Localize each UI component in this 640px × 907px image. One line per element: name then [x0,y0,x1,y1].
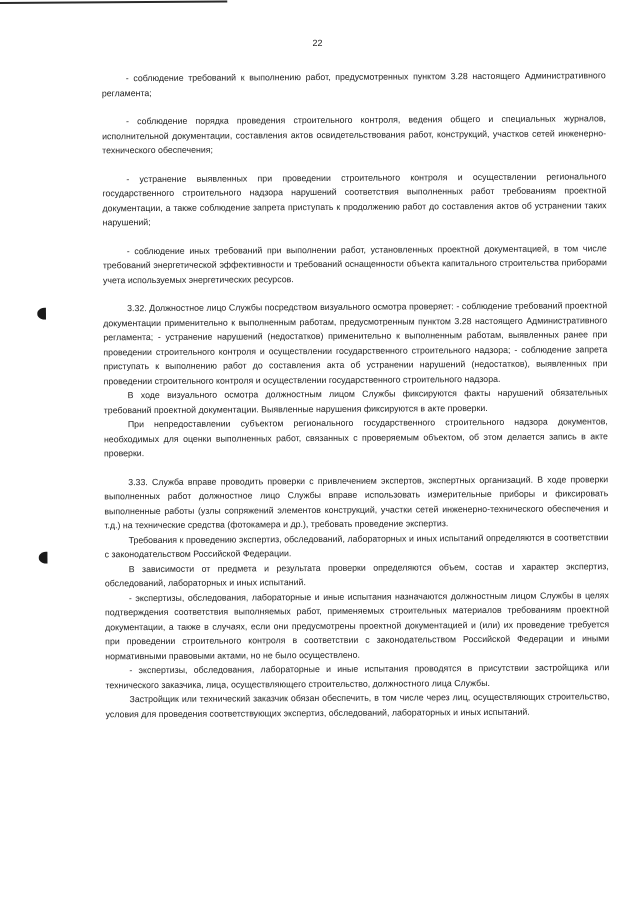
paragraph: - устранение выявленных при проведении строительного контроля и осуществлении регионального государственного строительного надзора нарушений соответствия выполненных работ требованиям проектной документации, а также соблюдение запрета приступать к продолжению работ до составления актов об устранении таких нарушений; [102,170,607,228]
paragraph: - экспертизы, обследования, лабораторные и иные испытания проводятся в присутствии застройщика или технического заказчика, лица, осуществляющего строительство, должностного лица Службы. [105,662,610,690]
paragraph: - соблюдение требований к выполнению работ, предусмотренных пунктом 3.28 настоящего Административного регламента; [101,70,606,98]
punch-hole-icon [37,308,53,320]
paragraph: 3.33. Служба вправе проводить проверки с привлечением экспертов, экспертных организаций. В ходе проверки выполненных работ должностное лицо Службы вправе использовать измерительные приборы и фиксировать выполненные работы (узлы сопряжений элементов конструкций, участки сетей инженерно-технического обеспечения и т.д.) на технические средства (фотокамера и др.), требовать проведение экспертиз. [104,473,609,531]
paragraph: 3.32. Должностное лицо Службы посредством визуального осмотра проверяет: - соблюдение требований проектной документации применительно к выполненным работам, предусмотренным пунктом 3.28 настоящего Административного регламента; - устранение нарушений (недостатков) применительно к выполненным работам, выявленных ранее при проведении строительного контроля и осуществлении государственного строительного надзора; - соблюдение запрета приступать к выполнению работ до составления акта об устранении нарушений (недостатков), выявленных при проведении строительного контроля и осуществлении государственного строительного надзора. [103,300,608,386]
paragraph: - соблюдение иных требований при выполнении работ, установленных проектной документацией, в том числе требований энергетической эффективности и требований оснащенности объекта капитального строительства приборами учета используемых энергетических ресурсов. [102,242,607,285]
paragraph: Требования к проведению экспертиз, обследований, лабораторных и иных испытаний определяются в соответствии с законодательством Российской Федерации. [104,531,609,560]
paragraph: - соблюдение порядка проведения строительного контроля, ведения общего и специальных журналов, исполнительной документации, составления актов освидетельствования работ, конструкций, участков сетей инженерно-технического обеспечения; [102,113,607,156]
paragraph: Застройщик или технический заказчик обязан обеспечить, в том числе через лиц, осуществляющих строительство, условия для проведения соответствующих экспертиз, обследований, лабораторных и иных испытаний. [105,691,610,719]
paragraph: - экспертизы, обследования, лабораторные и иные испытания назначаются должностным лицом Службы в целях подтверждения соответствия выполняемых работ, применяемых строительных материалов требованиям проектной документации, а также в случаях, если они предусмотрены проектной документацией и (или) их проведение требуется при проведении строительного контроля в соответствии с законодательством Российской Федерации и иными нормативными правовыми актами, но не было осуществлено. [104,589,610,661]
document-body [102,68,610,721]
page-number: 22 [312,37,323,49]
scan-edge-line [0,1,227,4]
punch-hole-icon [39,552,55,564]
paragraph: В зависимости от предмета и результата проверки определяются объем, состав и характер экспертиз, обследований, лабораторных и иных испытаний. [104,560,609,589]
paragraph: В ходе визуального осмотра должностным лицом Службы фиксируются факты нарушений обязательных требований проектной документации. Выявленные нарушения фиксируются в акте проверки. [103,387,608,415]
paragraph: При непредоставлении субъектом регионального государственного строительного надзора документов, необходимых для оценки выполненных работ, связанных с проверяемым объектом, об этом делается запись в акте проверки. [103,416,608,459]
